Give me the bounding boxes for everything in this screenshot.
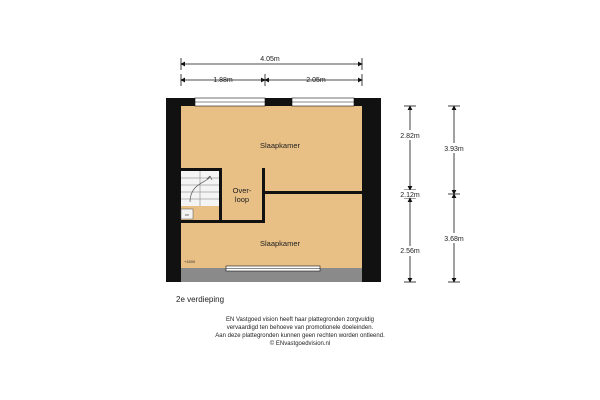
landing-wall	[262, 168, 265, 223]
height-mark-label: +1600	[184, 259, 196, 264]
disclaimer-line-4: © ENvastgoedvision.nl	[269, 341, 331, 347]
outer-bottom-label: 3.68m	[444, 236, 464, 243]
disclaimer-line-1: EN Vastgoed vision heeft haar plattegronden zorgvuldig	[226, 317, 374, 323]
disclaimer	[120, 316, 480, 348]
total-width-label: 4.05m	[260, 56, 280, 63]
vertical-dimensions	[398, 106, 466, 282]
landing-label-line2: loop	[234, 195, 250, 204]
inner-bottom-label: 2.56m	[400, 248, 420, 255]
interior-wall-right	[262, 191, 362, 194]
inner-top-label: 2.82m	[400, 133, 420, 140]
disclaimer-line-3: Aan deze plattegronden kunnen geen rechten worden ontleend.	[215, 333, 385, 339]
terrace-door	[226, 266, 320, 271]
stair-top-wall	[181, 168, 219, 171]
landing-label-line1: Over-	[232, 186, 252, 195]
bottom-bedroom-label: Slaapkamer	[259, 239, 301, 248]
top-bedroom-label: Slaapkamer	[259, 141, 301, 150]
staircase	[181, 171, 219, 206]
horizontal-dimensions	[181, 56, 362, 86]
building	[166, 98, 381, 282]
stair-side-wall	[219, 168, 222, 223]
left-width-label: 1.88m	[213, 77, 233, 84]
inner-mid-label: 2.12m	[400, 192, 420, 199]
cv-label: cv	[185, 212, 189, 217]
disclaimer-line-2: vervaardigd ten behoeve van promotionele doeleinden.	[226, 325, 374, 331]
outer-top-label: 3.93m	[444, 146, 464, 153]
right-width-label: 2.05m	[306, 77, 326, 84]
floor-label: 2e verdieping	[176, 295, 225, 304]
